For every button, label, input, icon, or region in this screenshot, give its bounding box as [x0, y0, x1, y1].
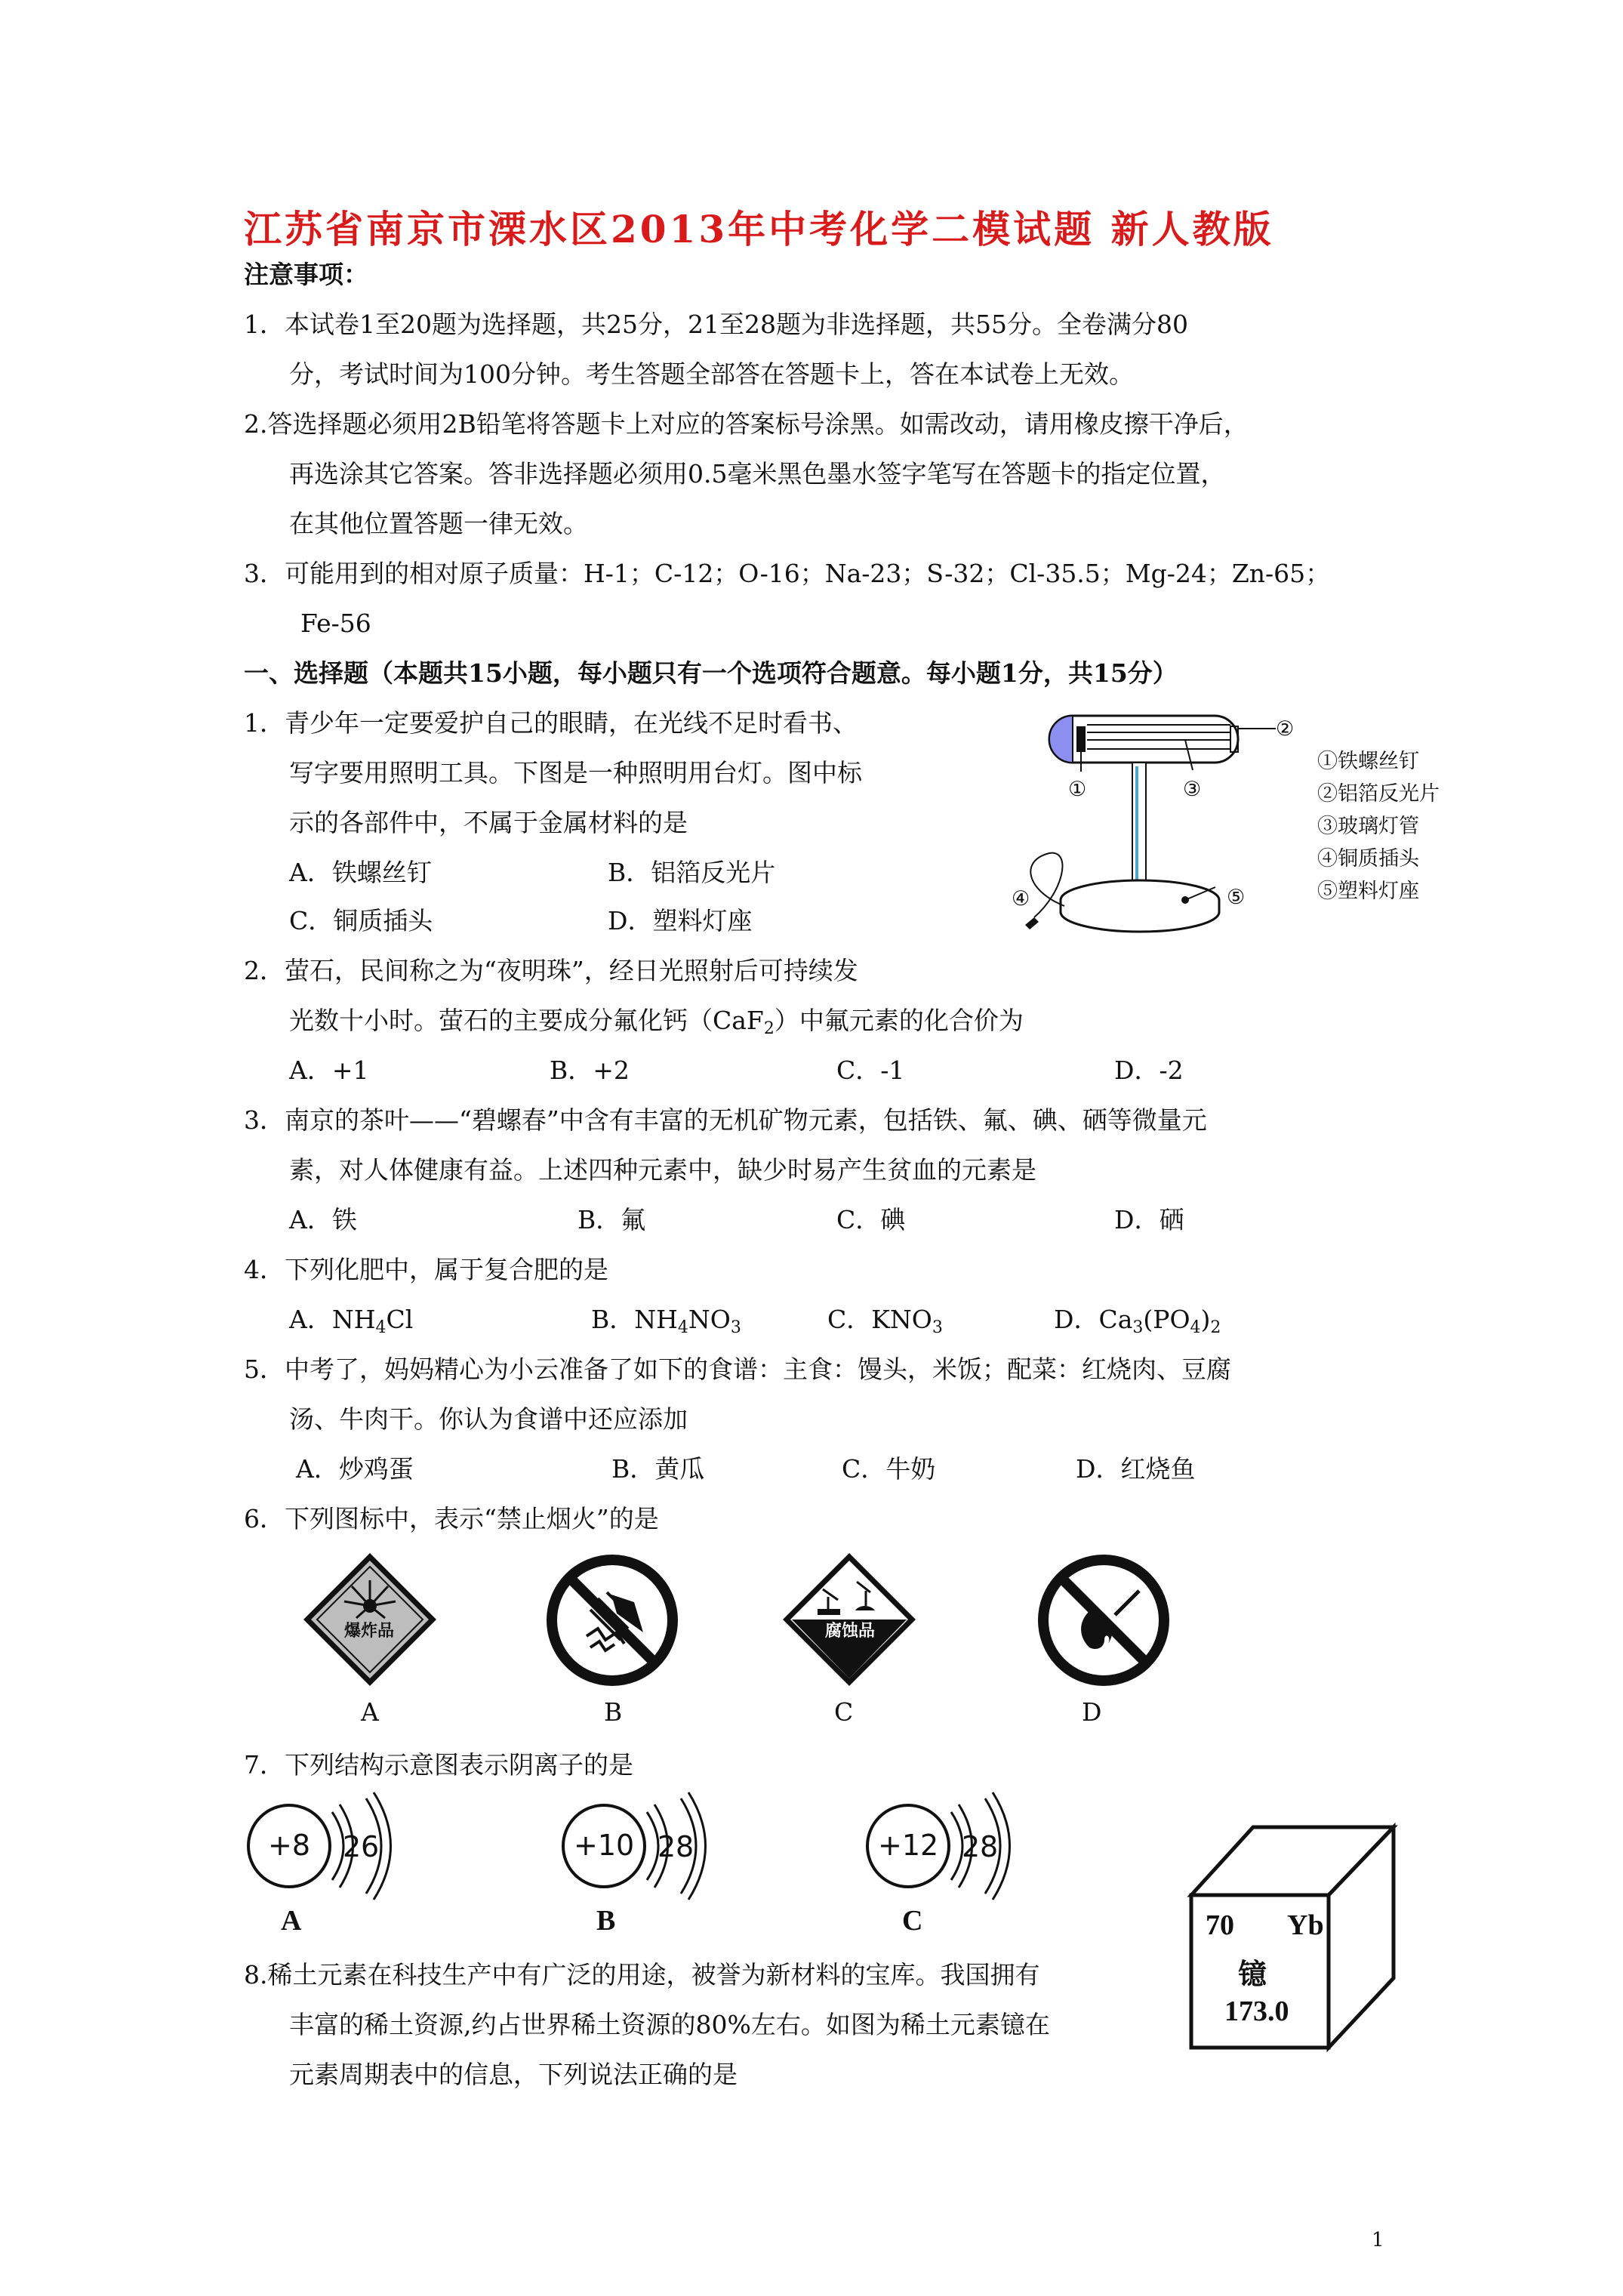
- notice-item1-line2: 分，考试时间为100分钟。考生答题全部答在答题卡上，答在本试卷上无效。: [289, 359, 1134, 389]
- no-smoking-sign-icon: [545, 1553, 679, 1687]
- section-heading: 一、选择题（本题共15小题，每小题只有一个选项符合题意。每小题1分，共15分）: [244, 658, 1178, 688]
- page-number: 1: [1372, 2229, 1384, 2251]
- notice-item1-line1: 1．本试卷1至20题为选择题，共25分，21至28题为非选择题，共55分。全卷满分80: [244, 310, 1188, 339]
- q6-line1: 6．下列图标中，表示“禁止烟火”的是: [244, 1504, 659, 1533]
- q1-option-d: D．塑料灯座: [608, 906, 753, 935]
- ion-c-nucleus: +12: [878, 1829, 939, 1862]
- q5-line2: 汤、牛肉干。你认为食谱中还应添加: [289, 1404, 688, 1434]
- q4-option-b: B．$NH_4NO_3$: [591, 1305, 741, 1337]
- corrosive-sign-text: 腐蚀品: [825, 1622, 876, 1641]
- q4-option-a: A．$NH_4Cl$: [289, 1305, 414, 1337]
- q8-line1: 8.稀土元素在科技生产中有广泛的用途，被誉为新材料的宝库。我国拥有: [244, 1960, 1040, 1989]
- q2-option-b: B．+2: [550, 1056, 630, 1085]
- q2-line2: 光数十小时。萤石的主要成分氟化钙（CaF$_2$）中氟元素的化合价为: [289, 1006, 1024, 1038]
- ion-c-electrons-2: 8: [980, 1830, 999, 1863]
- ion-c-electrons-1: 2: [962, 1830, 981, 1863]
- desk-lamp-figure: [1004, 702, 1321, 944]
- q3-option-c: C．碘: [836, 1205, 906, 1234]
- q6-label-a: A: [361, 1697, 379, 1727]
- q6-label-b: B: [604, 1697, 623, 1727]
- q2-option-a: A．+1: [289, 1056, 369, 1085]
- notice-item2-line1: 2.答选择题必须用2B铅笔将答题卡上对应的答案标号涂黑。如需改动，请用橡皮擦干净后，: [244, 409, 1249, 439]
- element-symbol: Yb: [1287, 1909, 1324, 1941]
- element-name: 镱: [1238, 1959, 1267, 1991]
- q2-option-d: D．-2: [1114, 1056, 1184, 1085]
- lamp-legend-1: ①铁螺丝钉: [1317, 750, 1419, 773]
- q1-line2: 写字要用照明工具。下图是一种照明用台灯。图中标: [289, 758, 862, 787]
- q7-line1: 7．下列结构示意图表示阴离子的是: [244, 1750, 633, 1780]
- element-atomic-mass: 173.0: [1224, 1996, 1289, 2027]
- notice-item3-line1: 3．可能用到的相对原子质量：H-1；C-12；O-16；Na-23；S-32；Cl-35.5；Mg-24；Zn-65；: [244, 559, 1331, 588]
- q1-line1: 1．青少年一定要爱护自己的眼睛，在光线不足时看书、: [244, 708, 858, 738]
- q6-label-d: D: [1082, 1697, 1102, 1727]
- q3-option-b: B．氟: [577, 1205, 646, 1234]
- notice-item2-line2: 再选涂其它答案。答非选择题必须用0.5毫米黑色墨水签字笔写在答题卡的指定位置，: [289, 459, 1226, 488]
- q5-line1: 5．中考了，妈妈精心为小云准备了如下的食谱：主食：馒头，米饭；配菜：红烧肉、豆腐: [244, 1354, 1231, 1384]
- lamp-label-2: ②: [1276, 717, 1295, 741]
- lamp-label-4: ④: [1012, 887, 1030, 911]
- q1-option-b: B．铝箔反光片: [608, 858, 776, 887]
- q3-option-a: A．铁: [289, 1205, 357, 1234]
- element-atomic-number: 70: [1206, 1909, 1234, 1941]
- q5-option-a: A．炒鸡蛋: [296, 1454, 414, 1484]
- notice-item3-line2: Fe-56: [300, 609, 371, 638]
- q1-option-a: A．铁螺丝钉: [289, 858, 432, 887]
- lamp-label-3: ③: [1183, 778, 1202, 801]
- ion-b-nucleus: +10: [574, 1829, 635, 1862]
- ion-a-electrons-2: 6: [361, 1830, 380, 1863]
- q3-line2: 素，对人体健康有益。上述四种元素中，缺少时易产生贫血的元素是: [289, 1155, 1036, 1185]
- q8-line3: 元素周期表中的信息，下列说法正确的是: [289, 2060, 738, 2089]
- q4-option-c: C．$KNO_3$: [827, 1305, 943, 1337]
- q5-option-c: C．牛奶: [842, 1454, 936, 1484]
- q1-option-c: C．铜质插头: [289, 906, 433, 935]
- no-fire-sign-icon: [1036, 1553, 1171, 1687]
- page-title: 江苏省南京市溧水区2013年中考化学二模试题 新人教版: [244, 207, 1274, 251]
- lamp-label-5: ⑤: [1227, 886, 1246, 909]
- q5-option-d: D．红烧鱼: [1076, 1454, 1196, 1484]
- q3-line1: 3．南京的茶叶——“碧螺春”中含有丰富的无机矿物元素，包括铁、氟、碘、硒等微量元: [244, 1105, 1207, 1135]
- q8-line2: 丰富的稀土资源,约占世界稀土资源的80%左右。如图为稀土元素镱在: [289, 2010, 1050, 2039]
- notice-item2-line3: 在其他位置答题一律无效。: [289, 509, 588, 538]
- lamp-legend-3: ③玻璃灯管: [1317, 815, 1419, 838]
- ion-c-label: C: [902, 1905, 923, 1937]
- ion-b-electrons-1: 2: [658, 1830, 676, 1863]
- ion-b-electrons-2: 8: [676, 1830, 694, 1863]
- q2-option-c: C．-1: [836, 1056, 905, 1085]
- q2-line1: 2．萤石，民间称之为“夜明珠”，经日光照射后可持续发: [244, 956, 858, 985]
- ion-a-label: A: [281, 1905, 302, 1937]
- q1-line3: 示的各部件中，不属于金属材料的是: [289, 808, 688, 837]
- q4-option-d: D．$Ca_3(PO_4)_2$: [1054, 1305, 1221, 1337]
- ion-b-label: B: [596, 1905, 616, 1937]
- q4-line1: 4．下列化肥中，属于复合肥的是: [244, 1255, 608, 1284]
- notice-heading: 注意事项：: [244, 260, 368, 289]
- q6-label-c: C: [834, 1697, 854, 1727]
- lamp-legend-2: ②铝箔反光片: [1317, 782, 1440, 806]
- ion-a-nucleus: +8: [268, 1829, 311, 1862]
- ion-a-electrons-1: 2: [343, 1830, 362, 1863]
- lamp-label-1: ①: [1068, 778, 1087, 801]
- lamp-legend-5: ⑤塑料灯座: [1317, 880, 1419, 903]
- q5-option-b: B．黄瓜: [611, 1454, 705, 1484]
- explosive-sign-text: 爆炸品: [344, 1622, 395, 1641]
- q3-option-d: D．硒: [1114, 1205, 1184, 1234]
- lamp-legend-4: ④铜质插头: [1317, 847, 1419, 871]
